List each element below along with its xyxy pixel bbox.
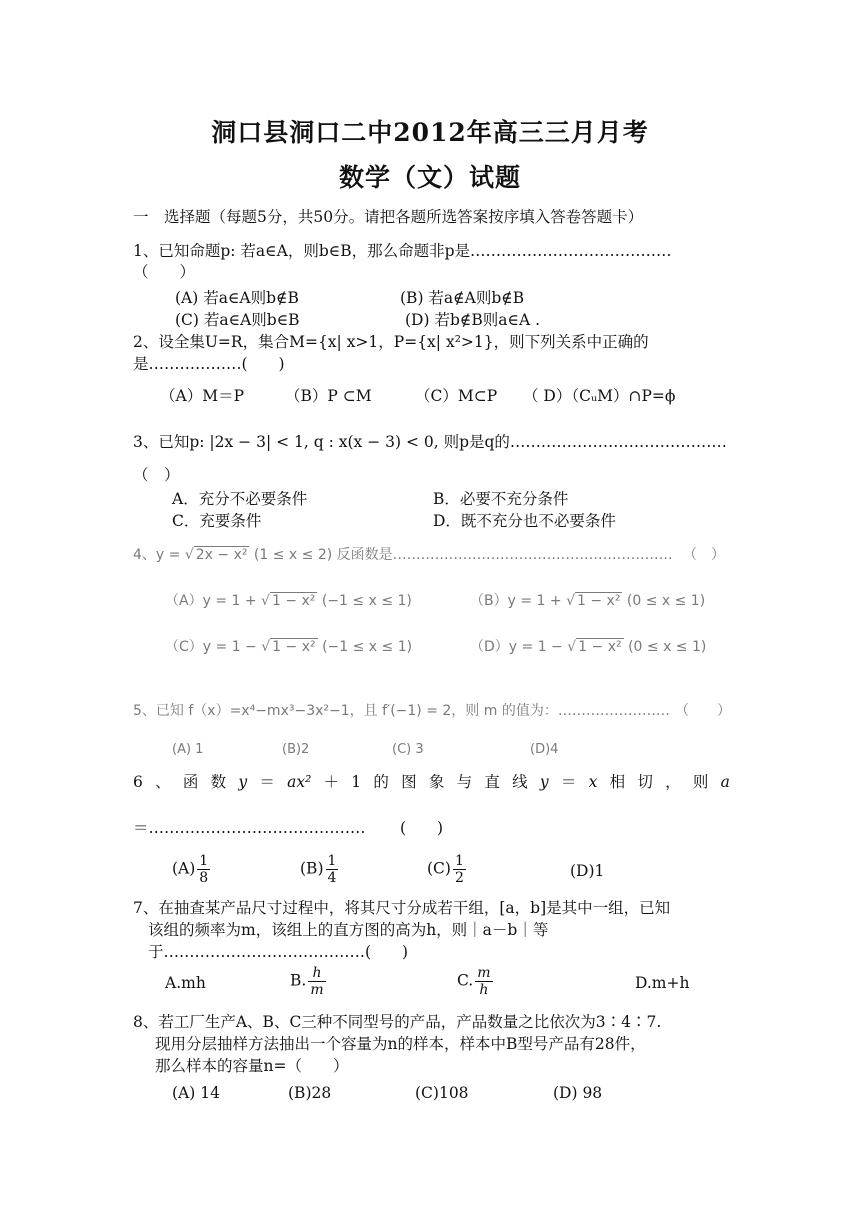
q2-stem-continued: 是………………( ) <box>133 355 285 373</box>
q1-option-b: (B) 若a∉A则b∉B <box>400 289 525 307</box>
q8-option-c: (C)108 <box>415 1084 469 1102</box>
document-subtitle: 数学（文）试题 <box>338 163 521 192</box>
q5-answer-paren: （ ） <box>675 703 731 719</box>
q6-answer-paren: ( ) <box>400 819 444 837</box>
q6-option-a: (A) $\frac{1}{8}$ <box>172 853 209 886</box>
q6-option-b: (B) $\frac{1}{4}$ <box>300 853 337 886</box>
q4-option-c: （C）y = 1 − √ 1 − x² (−1 ≤ x ≤ 1) <box>165 639 413 655</box>
q6-option-c: (C) $\frac{1}{2}$ <box>427 853 464 886</box>
q5-option-b: (B)2 <box>282 742 310 757</box>
section-heading: 一 选择题（每题5分，共50分。请把各题所选答案按序填入答卷答题卡） <box>133 208 644 226</box>
q8-option-b: (B)28 <box>288 1084 332 1102</box>
q3-answer-paren: （ ） <box>133 466 180 484</box>
q6-option-d: (D)1 <box>570 862 605 880</box>
q2-option-c: （C）M⊂P <box>415 387 498 405</box>
q7-line3: 于…………………………………( ) <box>148 943 409 961</box>
q1-option-a: (A) 若a∈A则b∉B <box>175 289 299 307</box>
q6-stem-continued: ＝…………………………………… <box>133 819 366 837</box>
q6-stem: 6 、 函 数 y ＝ ax² ＋ 1 的 图 象 与 直 线 y ＝ x 相 切 ， 则 a <box>133 773 730 791</box>
q3-stem: 3、已知p: |2x − 3| < 1, q : x(x − 3) < 0, 则p是q的…………………………………… <box>133 433 727 451</box>
q1-option-c: (C) 若a∈A则b∈B <box>175 311 300 329</box>
q2-option-a: （A）M＝P <box>160 387 244 405</box>
q7-option-a: A.mh <box>165 974 206 992</box>
q8-line3: 那么样本的容量n=（ ） <box>155 1057 349 1075</box>
q1-stem: 1、已知命题p: 若a∈A，则b∈B，那么命题非p是………………………………… <box>133 242 672 260</box>
q2-stem: 2、设全集U=R，集合M={x| x>1，P={x| x²>1}，则下列关系中正确的 <box>133 333 649 351</box>
q1-answer-paren: （ ） <box>133 263 196 281</box>
q7-option-d: D.m+h <box>635 974 690 992</box>
q2-option-b: （B）P ⊂M <box>285 387 372 405</box>
q8-option-a: (A) 14 <box>172 1084 220 1102</box>
q3-option-b: B．必要不充分条件 <box>433 490 569 508</box>
q8-line2: 现用分层抽样方法抽出一个容量为n的样本，样本中B型号产品有28件， <box>155 1035 646 1053</box>
q5-option-a: (A) 1 <box>172 742 204 757</box>
q3-option-a: A．充分不必要条件 <box>172 490 308 508</box>
q4-option-d: （D）y = 1 − √ 1 − x² (0 ≤ x ≤ 1) <box>470 639 707 655</box>
q7-line2: 该组的频率为m，该组上的直方图的高为h，则｜a－b｜等 <box>148 921 549 939</box>
q4-option-a: （A）y = 1 + √ 1 − x² (−1 ≤ x ≤ 1) <box>165 593 412 609</box>
q4-answer-paren: （ ） <box>683 547 725 563</box>
q5-option-c: (C) 3 <box>392 742 424 757</box>
q5-stem: 5、已知 f（x）=x⁴−mx³−3x²−1，且 f′(−1) = 2，则 m 的值为：…………………… <box>133 703 670 719</box>
q3-option-d: D．既不充分也不必要条件 <box>433 512 616 530</box>
q4-option-b: （B）y = 1 + √ 1 − x² (0 ≤ x ≤ 1) <box>470 593 706 609</box>
q7-line1: 7、在抽查某产品尺寸过程中，将其尺寸分成若干组，[a，b]是其中一组，已知 <box>133 899 671 917</box>
q2-option-d: （ D）（CᵤM）∩P=ϕ <box>523 387 676 405</box>
document-title: 洞口县洞口二中2012年高三三月月考 <box>211 118 649 147</box>
q3-option-c: C．充要条件 <box>172 512 262 530</box>
q7-option-c: C. $\frac{m}{h}$ <box>457 965 491 998</box>
q8-line1: 8、若工厂生产A、B、C三种不同型号的产品，产品数量之比依次为3∶4∶7. <box>133 1013 662 1031</box>
q4-stem: 4、y = √ 2x − x² (1 ≤ x ≤ 2) 反函数是…………………………………………………… <box>133 547 673 563</box>
q7-option-b: B. $\frac{h}{m}$ <box>290 965 324 998</box>
q8-option-d: (D) 98 <box>553 1084 603 1102</box>
q1-option-d: (D) 若b∉B则a∈A . <box>405 311 540 329</box>
q5-option-d: (D)4 <box>530 742 559 757</box>
